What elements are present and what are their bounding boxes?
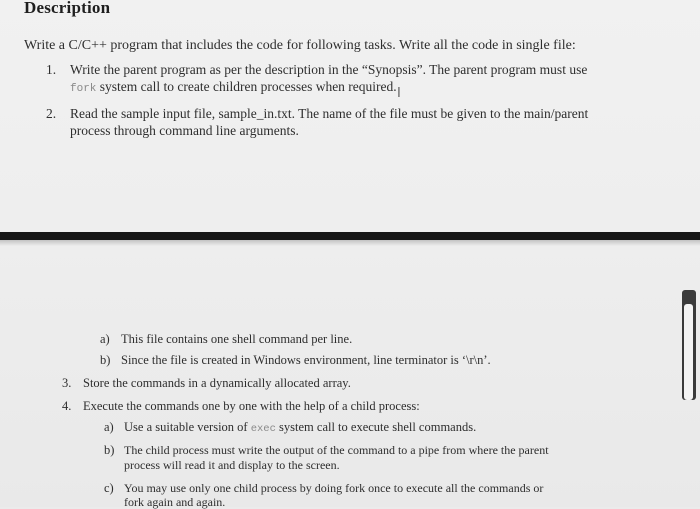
subitem-4a-label: a) [104,420,114,434]
section-heading: Description [24,0,111,17]
item-2-number: 2. [46,106,57,121]
item-1-line-1: Write the parent program as per the description in the “Synopsis”. The parent program must use [70,62,588,77]
fork-code: fork [70,83,97,95]
item-3-number: 3. [62,376,72,390]
subitem-4b-line-2: process will read it and display to the screen. [124,458,340,472]
subitem-4a-post: system call to execute shell commands. [275,420,477,434]
item-1-line-2-rest: system call to create children processes when required. [96,79,397,94]
subitem-4b-label: b) [104,443,115,457]
item-2-line-2: process through command line arguments. [70,123,299,138]
item-2-line-1: Read the sample input file, sample_in.txt. The name of the file must be given to the main/parent [70,106,589,121]
subitem-4c-label: c) [104,481,114,495]
exec-code: exec [250,423,276,435]
subitem-4c-line-1: You may use only one child process by doing fork once to execute all the commands or [124,481,544,495]
scrollbar-thumb[interactable] [684,304,693,400]
subitem-2b-label: b) [100,353,111,367]
item-3-text: Store the commands in a dynamically allocated array. [83,376,351,390]
subitem-4a-text [124,420,476,436]
subitem-4b-line-1: The child process must write the output of the command to a pipe from where the parent [124,443,549,457]
subitem-2a-label: a) [100,332,110,346]
item-4-number: 4. [62,399,72,413]
subitem-4c-line-2: fork again and again. [124,495,226,509]
description-panel [0,0,700,230]
divider-shadow [0,240,700,246]
subitem-2a-text: This file contains one shell command per line. [121,332,353,346]
text-cursor-icon: I [397,86,401,101]
subitem-4a-pre: Use a suitable version of [124,420,251,434]
subitem-2b-text: Since the file is created in Windows environment, line terminator is ‘\r\n’. [121,353,491,367]
item-4-text: Execute the commands one by one with the help of a child process: [83,399,420,413]
intro-text: Write a C/C++ program that includes the code for following tasks. Write all the code in single file: [24,38,576,53]
item-1-number: 1. [46,62,57,77]
divider [0,232,700,240]
item-1-line-2 [70,79,397,97]
